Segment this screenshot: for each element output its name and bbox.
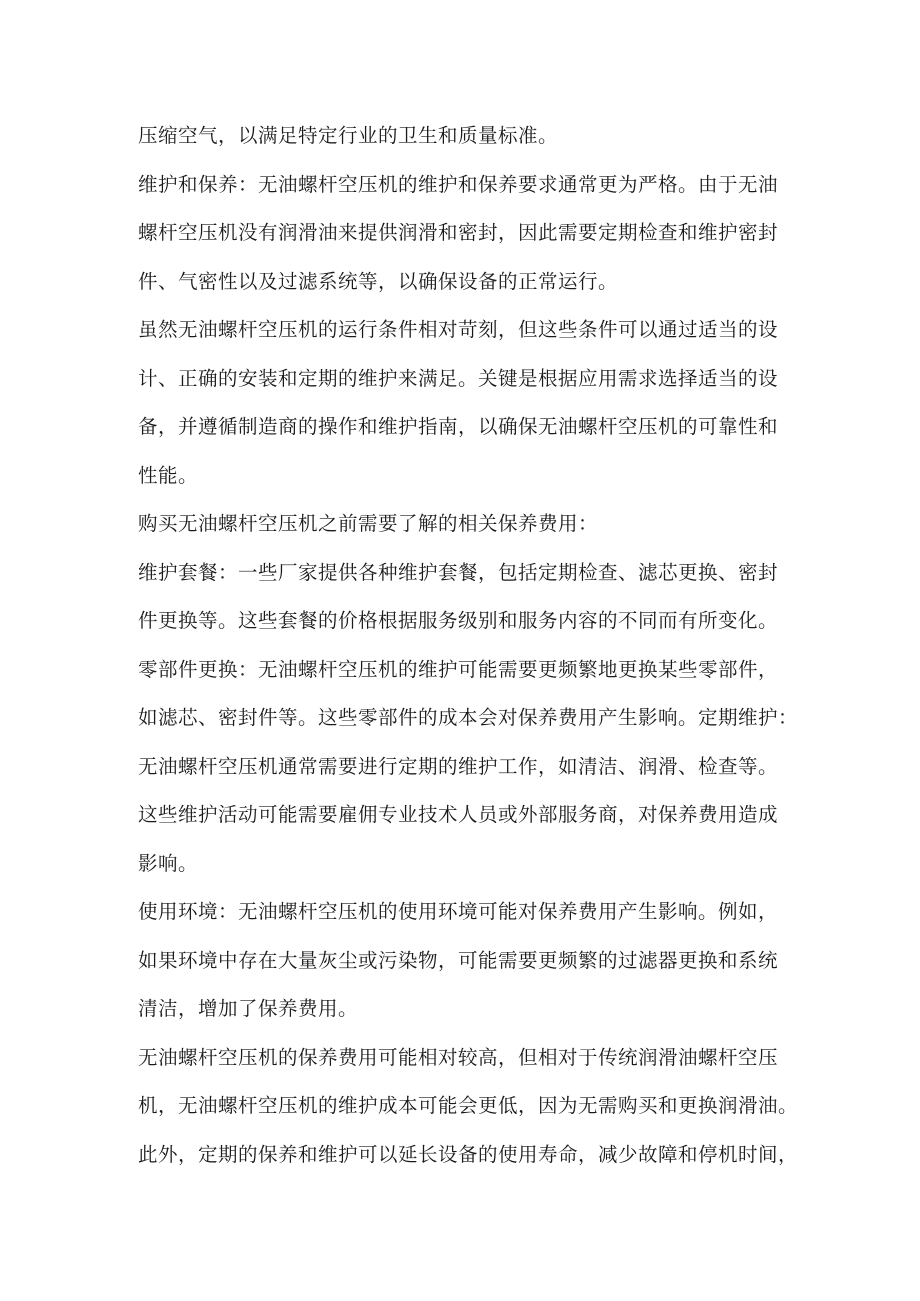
text-line: 这些维护活动可能需要雇佣专业技术人员或外部服务商，对保养费用造成 [138,803,779,826]
text-line: 件更换等。这些套餐的价格根据服务级别和服务内容的不同而有所变化。 [138,609,779,632]
text-line: 影响。 [138,851,199,875]
text-line: 如滤芯、密封件等。这些零部件的成本会对保养费用产生影响。定期维护： [138,706,799,729]
text-line: 机，无油螺杆空压机的维护成本可能会更低，因为无需购买和更换润滑油。 [138,1094,799,1117]
text-line: 性能。 [138,463,199,487]
text-line: 此外，定期的保养和维护可以延长设备的使用寿命，减少故障和停机时间， [138,1142,799,1166]
text-line: 如果环境中存在大量灰尘或污染物，可能需要更频繁的过滤器更换和系统 [138,948,779,972]
text-line: 无油螺杆空压机的保养费用可能相对较高，但相对于传统润滑油螺杆空压 [138,1045,779,1069]
text-line: 计、正确的安装和定期的维护来满足。关键是根据应用需求选择适当的设 [138,366,779,390]
text-line: 备，并遵循制造商的操作和维护指南，以确保无油螺杆空压机的可靠性和 [138,415,779,438]
text-line: 虽然无油螺杆空压机的运行条件相对苛刻，但这些条件可以通过适当的设 [138,318,779,341]
text-line: 清洁，增加了保养费用。 [138,997,359,1020]
text-line: 维护和保养：无油螺杆空压机的维护和保养要求通常更为严格。由于无油 [138,172,779,196]
text-line: 螺杆空压机没有润滑油来提供润滑和密封，因此需要定期检查和维护密封 [138,221,779,244]
text-line: 使用环境：无油螺杆空压机的使用环境可能对保养费用产生影响。例如， [138,900,779,923]
text-line: 压缩空气，以满足特定行业的卫生和质量标准。 [138,124,559,147]
text-line: 无油螺杆空压机通常需要进行定期的维护工作，如清洁、润滑、检查等。 [138,754,779,778]
text-line: 维护套餐：一些厂家提供各种维护套餐，包括定期检查、滤芯更换、密封 [138,560,779,584]
text-line: 件、气密性以及过滤系统等，以确保设备的正常运行。 [138,269,619,293]
text-line: 零部件更换：无油螺杆空压机的维护可能需要更频繁地更换某些零部件， [138,657,779,681]
text-line: 购买无油螺杆空压机之前需要了解的相关保养费用： [138,512,599,535]
document-body [138,112,798,1179]
